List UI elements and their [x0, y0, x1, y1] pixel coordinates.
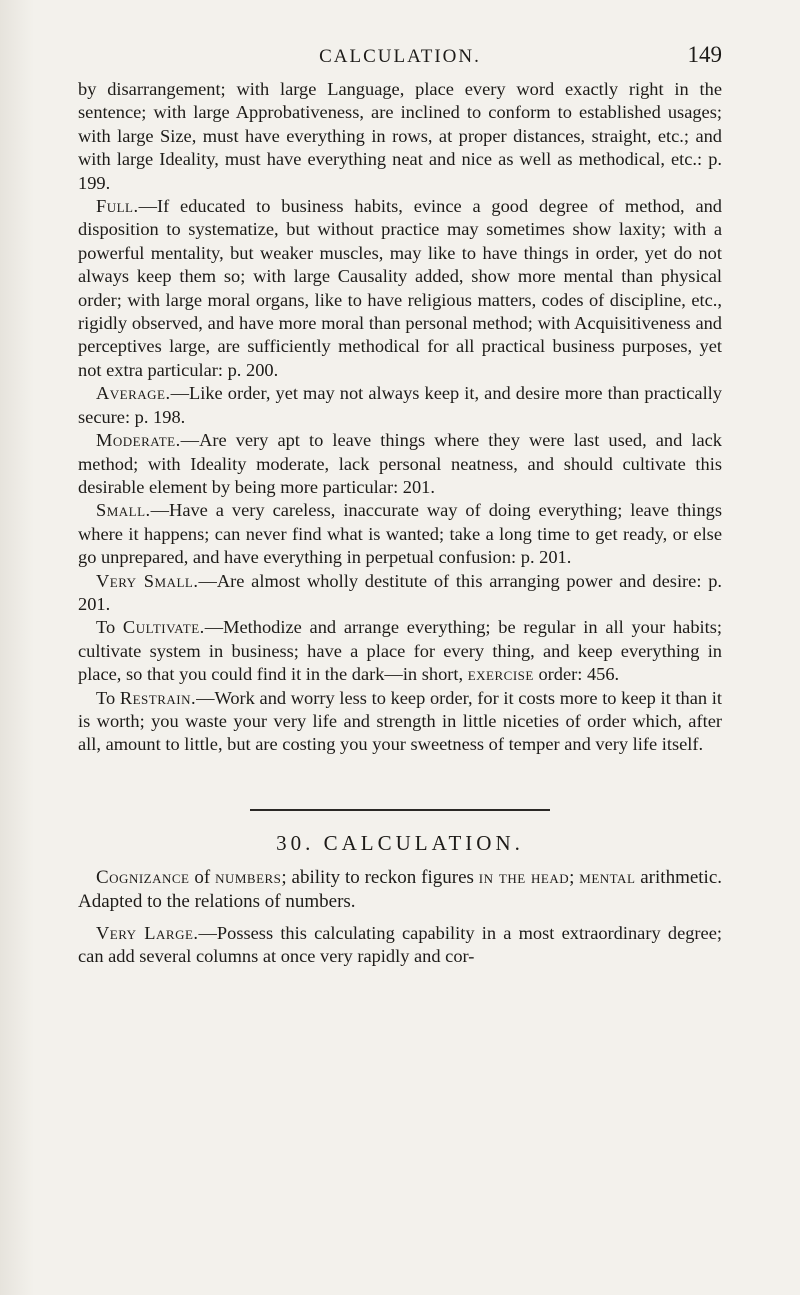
label-restrain: Restrain. [119, 687, 197, 708]
section-title: 30. CALCULATION. [276, 830, 524, 855]
text-cultivate-after: order: 456. [533, 664, 620, 685]
text-cultivate-before: —Methodize and arrange everything; be regular in all your habits; cultivate system in business; have a place for every thing, and keep everything in place, so that you could find it in the dark—in short, [78, 617, 722, 685]
label-moderate: Moderate. [96, 430, 181, 451]
lead-mid: ; ability to reckon figures [281, 866, 479, 888]
lead-end: arithmetic. Adapted to the relations of numbers. [78, 866, 723, 912]
page-binding-edge [0, 0, 34, 1295]
text-restrain: —Work and worry less to keep order, for it costs more to keep it than it is worth; you waste your very life and strength in little niceties of order which, after all, amount to little, but are costing you your sweetness of temper and very life itself. [78, 687, 722, 755]
label-very-large: Very Large. [96, 922, 199, 943]
text-full: —If educated to business habits, evince a good degree of method, and disposition to systematize, but without practice may sometimes show laxity; with a powerful mentality, but weaker muscles, may like to have things in order, yet do not always keep them so; with large Causality added, show more mental than physical order; with large moral organs, like to have religious matters, codes of discipline, etc., rigidly observed, and have more moral than personal method; with Acquisitiveness and perceptives large, are sufficiently methodical for all practical business purposes, yet not extra particular: p. 200. [78, 196, 722, 380]
lead-in-the-head: in the head [478, 866, 570, 888]
paragraph-restrain [78, 687, 722, 757]
text-very-large: —Possess this calculating capability in a most extraordinary degree; can add several columns at once very rapidly and cor- [78, 922, 722, 967]
lead-numbers: numbers [215, 866, 282, 888]
paragraph-very-small [78, 570, 722, 617]
label-small: Small. [96, 500, 151, 521]
section-divider [250, 809, 550, 811]
section-definition [78, 866, 722, 914]
paragraph-average [78, 382, 722, 429]
lead-of: of [189, 866, 216, 888]
paragraph-full [78, 195, 722, 382]
exercise-label: exercise [467, 664, 534, 685]
text-very-small: —Are almost wholly destitute of this arranging power and desire: p. 201. [78, 570, 722, 614]
lead-term: Cognizance [96, 866, 190, 888]
page-header [78, 0, 722, 78]
label-full: Full. [96, 196, 139, 217]
lead-sep: ; [569, 866, 580, 888]
paragraph-moderate [78, 429, 722, 499]
page-number: 149 [687, 42, 722, 67]
paragraph-continuation: by disarrangement; with large Language, place every word exactly right in the sentence; with large Approbativeness, are inclined to conform to established usages; with large Size, must have everything in rows, at proper distances, straight, etc.; and with large Ideality, must have everything neat and nice as well as methodical, etc.: p. 199. [78, 79, 722, 193]
label-prefix-cultivate: To [96, 617, 123, 638]
running-title: CALCULATION. [319, 46, 481, 67]
paragraph-cultivate [78, 616, 722, 686]
label-prefix-restrain: To [96, 687, 120, 708]
text-small: —Have a very careless, inaccurate way of doing everything; leave things where it happens; can never find what is wanted; take a long time to get ready, or else go unprepared, and have everything in perpetual confusion: p. 201. [78, 500, 722, 568]
paragraph-very-large [78, 922, 722, 969]
label-cultivate: Cultivate. [122, 617, 205, 638]
paragraph-small [78, 499, 722, 569]
text-moderate: —Are very apt to leave things where they were last used, and lack method; with Ideality moderate, lack personal neatness, and should cultivate this desirable element by being more particular: 201. [78, 430, 722, 497]
label-very-small: Very Small. [96, 570, 199, 591]
label-average: Average. [96, 383, 171, 404]
spacer [78, 914, 722, 922]
lead-mental: mental [579, 866, 636, 888]
text-average: —Like order, yet may not always keep it, and desire more than practically secure: p. 198. [78, 383, 722, 427]
